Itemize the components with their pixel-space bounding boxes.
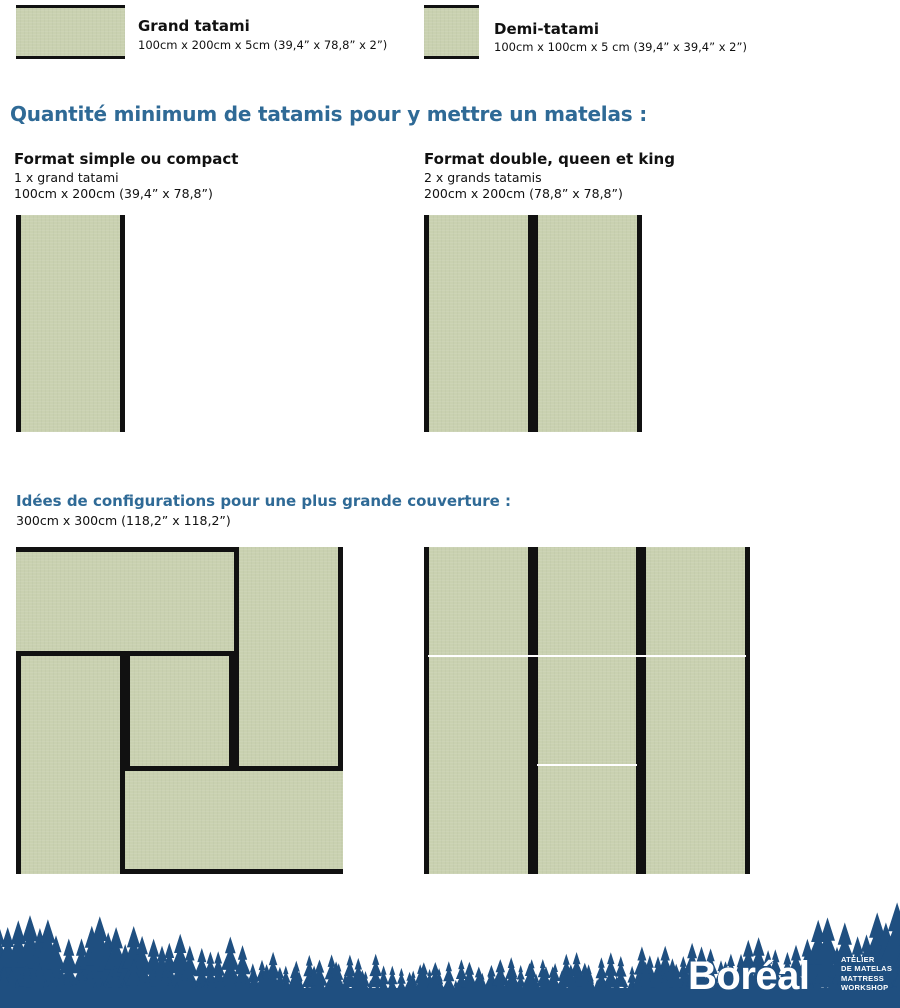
format-simple-count: 1 x grand tatami [14,170,119,185]
configurations-title: Idées de configurations pour une plus grande couverture : [16,492,512,510]
columns-seam-2 [537,764,637,766]
grand-tatami-title: Grand tatami [138,17,250,35]
columns-col3-tatami-bottom [641,656,750,874]
pinwheel-tatami-left [16,656,125,874]
minimum-quantity-heading: Quantité minimum de tatamis pour y mettre un matelas : [10,102,648,126]
demi-tatami-dimensions: 100cm x 100cm x 5 cm (39,4” x 39,4” x 2”) [494,40,747,54]
tagline-line-1: ATELIER [841,955,875,964]
format-simple-size: 100cm x 200cm (39,4” x 78,8”) [14,186,213,201]
grand-tatami-swatch [16,5,125,59]
grand-tatami-dimensions: 100cm x 200cm x 5cm (39,4” x 78,8” x 2”) [138,38,388,52]
columns-col1-demi-top [424,547,533,656]
columns-col3-demi-top [641,547,750,656]
columns-seam-1 [428,655,746,657]
columns-col1-tatami-bottom [424,656,533,874]
format-simple-tatami [16,215,125,432]
pinwheel-tatami-bottom [125,766,343,874]
demi-tatami-swatch [424,5,479,59]
format-double-tatami-right [533,215,642,432]
tagline-line-2: DE MATELAS [841,963,893,973]
format-double-count: 2 x grands tatamis [424,170,542,185]
boreal-logo-tagline [841,956,892,992]
format-double-size: 200cm x 200cm (78,8” x 78,8”) [424,186,623,201]
pinwheel-tatami-right [234,547,343,766]
format-simple-title: Format simple ou compact [14,150,239,168]
tagline-line-3: MATTRESS [841,974,885,983]
format-double-title: Format double, queen et king [424,150,675,168]
columns-col2-demi-bottom [533,765,641,874]
configurations-size: 300cm x 300cm (118,2” x 118,2”) [16,513,231,528]
pinwheel-tatami-top [16,547,234,656]
demi-tatami-title: Demi-tatami [494,20,599,38]
tagline-line-4: WORKSHOP [841,982,889,992]
pinwheel-demi-center [125,656,234,766]
format-double-tatami-left [424,215,533,432]
boreal-logo-wordmark: Boréal [688,954,810,998]
